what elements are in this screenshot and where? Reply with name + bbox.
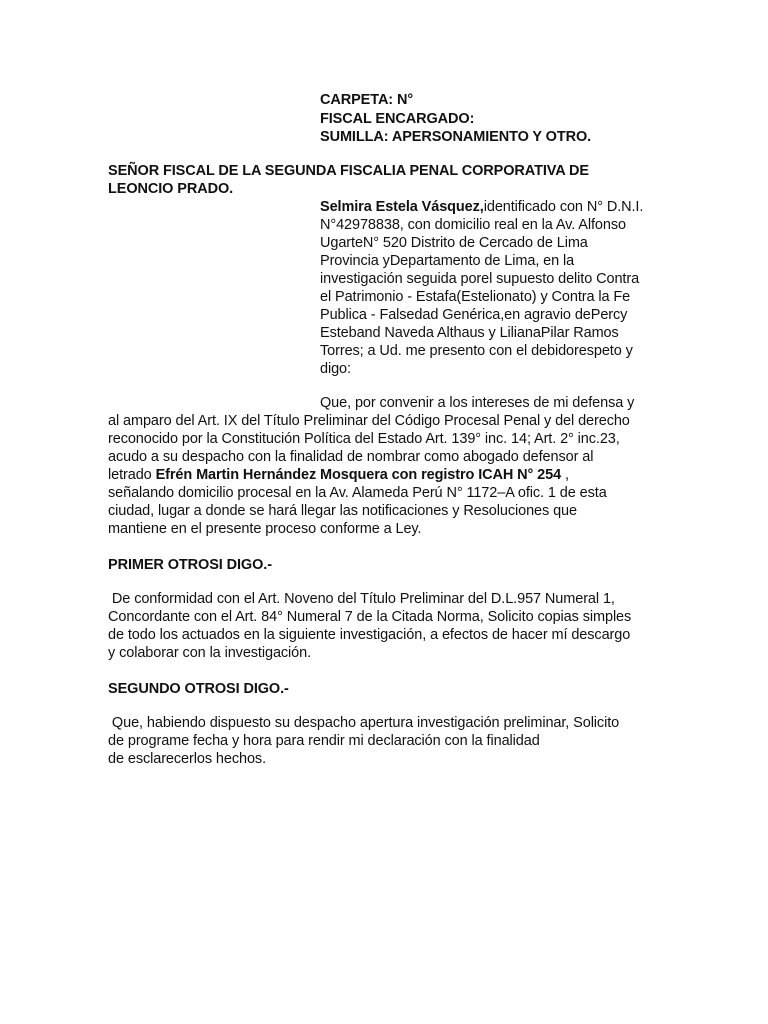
petitioner-name: Selmira Estela Vásquez, [320, 199, 484, 215]
intro-line-1 [320, 198, 643, 216]
intro-line-6: el Patrimonio - Estafa(Estelionato) y Contra la Fe [320, 289, 631, 305]
intro-line-4: Provincia yDepartamento de Lima, en la [320, 253, 575, 269]
body-line-3: reconocido por la Constitución Política del Estado Art. 139° inc. 14; Art. 2° inc.23, [108, 431, 620, 447]
otrosi1-line-1: De conformidad con el Art. Noveno del Título Preliminar del D.L.957 Numeral 1, [108, 591, 615, 607]
primer-otrosi-heading: PRIMER OTROSI DIGO.- [108, 557, 272, 573]
body-line-5-pre: letrado [108, 467, 156, 483]
otrosi2-line-2: de programe fecha y hora para rendir mi declaración con la finalidad [108, 733, 540, 749]
intro-line-8: Esteband Naveda Althaus y LilianaPilar Ramos [320, 325, 619, 341]
body-line-2: al amparo del Art. IX del Título Preliminar del Código Procesal Penal y del derecho [108, 413, 630, 429]
otrosi2-line-3: de esclarecerlos hechos. [108, 751, 266, 767]
intro-line-7: Publica - Falsedad Genérica,en agravio dePercy [320, 307, 628, 323]
sumilla-label: SUMILLA: APERSONAMIENTO Y OTRO. [320, 129, 592, 145]
segundo-otrosi-paragraph [108, 714, 619, 768]
lawyer-name: Efrén Martin Hernández Mosquera con registro ICAH N° 254 [155, 467, 562, 483]
carpeta-label: CARPETA: N° [320, 92, 414, 108]
addressee [108, 162, 589, 198]
main-paragraph [108, 394, 634, 538]
body-line-8: mantiene en el presente proceso conforme a Ley. [108, 521, 422, 537]
body-line-5 [108, 466, 634, 484]
addressee-line-1: SEÑOR FISCAL DE LA SEGUNDA FISCALIA PENAL CORPORATIVA DE [108, 163, 589, 179]
intro-line-10: digo: [320, 361, 351, 377]
otrosi1-line-3: de todo los actuados en la siguiente investigación, a efectos de hacer mí descargo [108, 627, 631, 643]
body-line-7: ciudad, lugar a donde se hará llegar las notificaciones y Resoluciones que [108, 503, 577, 519]
body-line-6: señalando domicilio procesal en la Av. Alameda Perú N° 1172–A ofic. 1 de esta [108, 485, 607, 501]
intro-line-2: N°42978838, con domicilio real en la Av. Alfonso [320, 217, 626, 233]
otrosi2-line-1: Que, habiendo dispuesto su despacho apertura investigación preliminar, Solicito [108, 715, 620, 731]
primer-otrosi-paragraph [108, 590, 631, 662]
body-line-1: Que, por convenir a los intereses de mi defensa y [320, 395, 635, 411]
otrosi1-line-4: y colaborar con la investigación. [108, 645, 312, 661]
intro-paragraph [320, 198, 643, 378]
segundo-otrosi-heading: SEGUNDO OTROSI DIGO.- [108, 681, 289, 697]
otrosi1-line-2: Concordante con el Art. 84° Numeral 7 de la Citada Norma, Solicito copias simples [108, 609, 632, 625]
intro-line-9: Torres; a Ud. me presento con el debidorespeto y [320, 343, 633, 359]
document-header [320, 91, 591, 147]
body-line-5-post: , [561, 467, 569, 483]
body-line-4: acudo a su despacho con la finalidad de nombrar como abogado defensor al [108, 449, 594, 465]
fiscal-encargado-label: FISCAL ENCARGADO: [320, 110, 475, 127]
intro-line-3: UgarteN° 520 Distrito de Cercado de Lima [320, 235, 588, 251]
intro-line-1-rest: identificado con N° D.N.I. [483, 199, 644, 215]
intro-line-5: investigación seguida porel supuesto delito Contra [320, 271, 640, 287]
addressee-line-2: LEONCIO PRADO. [108, 181, 234, 197]
